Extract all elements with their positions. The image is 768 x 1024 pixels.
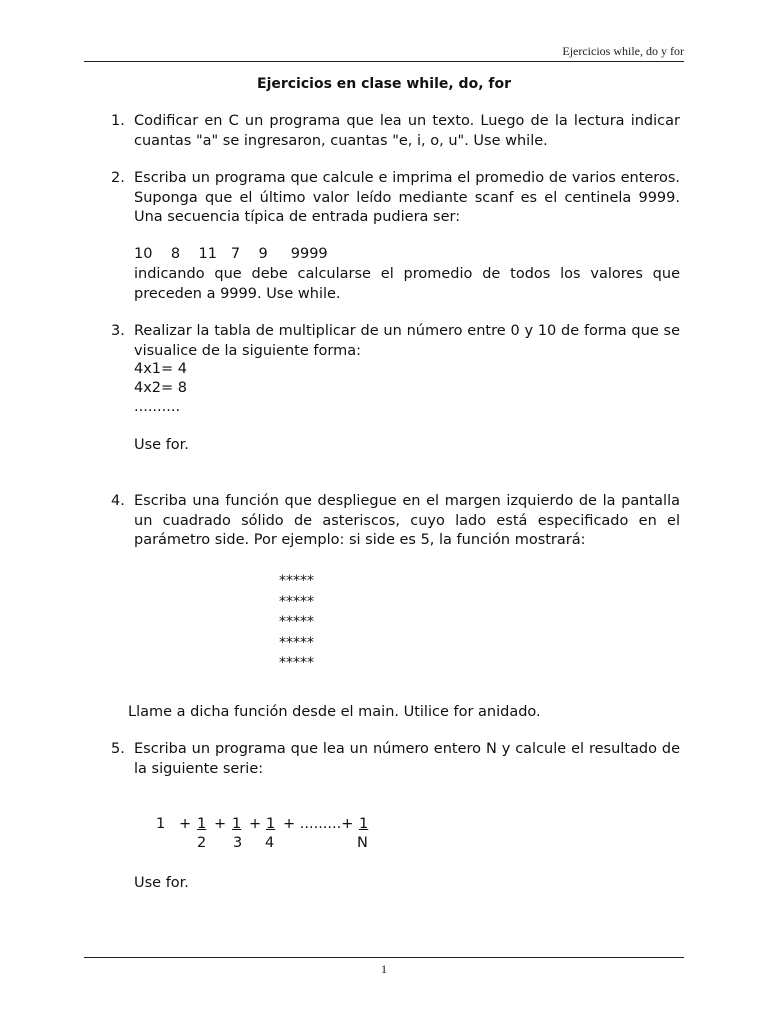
series-denominator: N xyxy=(357,835,368,851)
exercise-number: 3. xyxy=(111,323,125,339)
series-denominator: 3 xyxy=(233,835,243,851)
asterisk-row: ***** xyxy=(279,635,314,651)
exercise-3-text: Realizar la tabla de multiplicar de un número entre 0 y 10 de forma que se visualice de la siguiente forma: xyxy=(134,323,680,359)
series-plus: + xyxy=(214,816,227,832)
asterisk-row: ***** xyxy=(279,594,314,610)
exercise-5-text: Escriba un programa que lea un número entero N y calcule el resultado de la siguiente serie: xyxy=(134,741,680,777)
exercise-2-text: Escriba un programa que calcule e imprima el promedio de varios enteros. Suponga que el último valor leído mediante scanf es el centinela 9999. Una secuencia típica de entrada pudiera ser: xyxy=(134,170,680,225)
page-title: Ejercicios en clase while, do, for xyxy=(257,76,511,92)
series-numerator: 1 xyxy=(232,816,242,832)
exercise-3-line: 4x2= 8 xyxy=(134,380,188,396)
exercise-number: 5. xyxy=(111,741,125,757)
footer-rule xyxy=(84,957,684,958)
exercise-5-closing: Use for. xyxy=(134,875,189,891)
header-rule xyxy=(84,61,684,62)
exercise-4-closing: Llame a dicha función desde el main. Utilice for anidado. xyxy=(128,704,541,720)
exercise-1-text: Codificar en C un programa que lea un texto. Luego de la lectura indicar cuantas "a" se ingresaron, cuantas "e, i, o, u". Use while. xyxy=(134,113,680,149)
series-plus: + xyxy=(249,816,262,832)
exercise-3-line: 4x1= 4 xyxy=(134,361,188,377)
series-formula xyxy=(0,816,768,856)
exercise-number: 4. xyxy=(111,493,125,509)
exercise-2-text-continued: indicando que debe calcularse el promedio de todos los valores que preceden a 9999. Use while. xyxy=(134,266,680,302)
exercise-4-text: Escriba una función que despliegue en el margen izquierdo de la pantalla un cuadrado sólido de asteriscos, cuyo lado está especificado en el parámetro side. Por ejemplo: si side es 5, la función mostrará: xyxy=(134,493,680,548)
exercise-3-closing: Use for. xyxy=(134,437,189,453)
exercise-number: 2. xyxy=(111,170,125,186)
series-ellipsis: + .........+ xyxy=(283,816,354,832)
running-header: Ejercicios while, do y for xyxy=(562,44,684,58)
series-numerator: 1 xyxy=(197,816,207,832)
asterisk-row: ***** xyxy=(279,614,314,630)
exercise-3-line: .......... xyxy=(134,399,181,415)
exercise-number: 1. xyxy=(111,113,125,129)
series-numerator: 1 xyxy=(359,816,369,832)
asterisk-row: ***** xyxy=(279,655,314,671)
series-denominator: 2 xyxy=(197,835,207,851)
series-numerator: 1 xyxy=(266,816,276,832)
exercise-2-sequence: 10 8 11 7 9 9999 xyxy=(134,246,328,262)
series-term: 1 xyxy=(156,816,166,832)
series-plus: + xyxy=(179,816,192,832)
series-denominator: 4 xyxy=(265,835,275,851)
asterisk-row: ***** xyxy=(279,573,314,589)
page-number: 1 xyxy=(381,962,387,976)
